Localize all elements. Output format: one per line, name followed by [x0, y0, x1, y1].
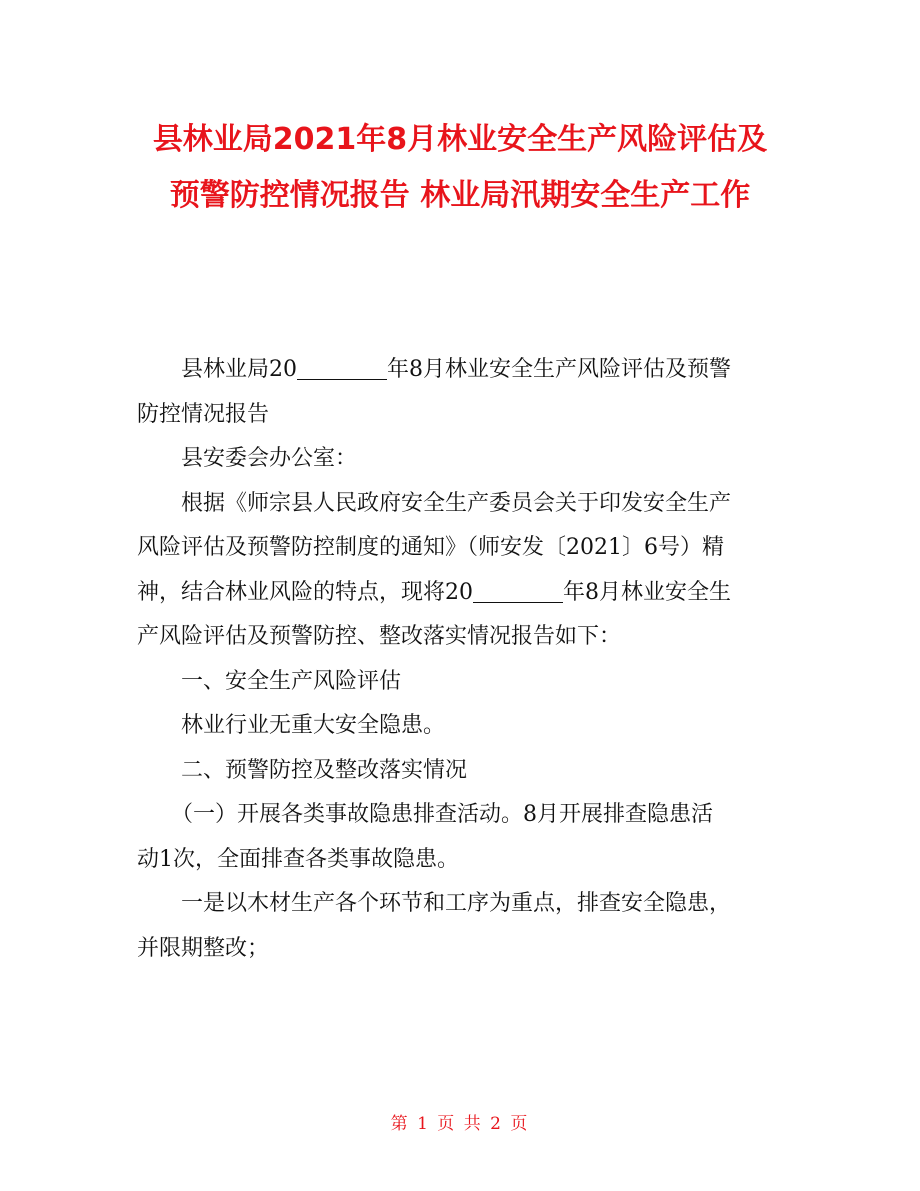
subsection-1-line-2: 动1次，全面排查各类事故隐患。 [137, 846, 459, 872]
report-heading-suffix: 年8月林业安全生产风险评估及预警 [387, 357, 731, 382]
item-one-line-1: 一是以木材生产各个环节和工序为重点，排查安全隐患， [181, 891, 732, 916]
year-blank-underline [473, 578, 563, 603]
intro-line-1: 根据《师宗县人民政府安全生产委员会关于印发安全生产 [181, 490, 732, 516]
title-line-1: 县林业局2021年8月林业安全生产风险评估及 [152, 122, 768, 157]
intro-line-3-suffix: 年8月林业安全生 [563, 579, 731, 605]
item-one-line-2: 并限期整改； [137, 935, 270, 961]
section-heading-1: 一、安全生产风险评估 [181, 668, 402, 694]
section-heading-2: 二、预警防控及整改落实情况 [181, 757, 468, 783]
section-1-content: 林业行业无重大安全隐患。 [181, 713, 446, 738]
document-title [100, 112, 820, 224]
page-footer: 第 1 页 共 2 页 [390, 1114, 530, 1134]
report-heading-line-1 [137, 348, 787, 393]
title-line-2: 预警防控情况报告 林业局汛期安全生产工作 [169, 178, 751, 213]
report-heading-prefix: 县林业局20 [181, 357, 297, 382]
document-body [137, 348, 787, 971]
intro-line-4: 产风险评估及预警防控、整改落实情况报告如下： [137, 624, 622, 649]
intro-line-3 [137, 571, 787, 616]
report-heading-line-2: 防控情况报告 [137, 401, 270, 427]
year-blank-underline [297, 355, 387, 380]
intro-line-2: 风险评估及预警防控制度的通知》（师安发〔2021〕6号）精 [137, 535, 724, 560]
intro-line-3-prefix: 神，结合林业风险的特点，现将20 [137, 579, 473, 605]
subsection-1-line-1: （一）开展各类事故隐患排查活动。8月开展排查隐患活 [171, 802, 713, 827]
recipient-line: 县安委会办公室： [181, 446, 358, 471]
